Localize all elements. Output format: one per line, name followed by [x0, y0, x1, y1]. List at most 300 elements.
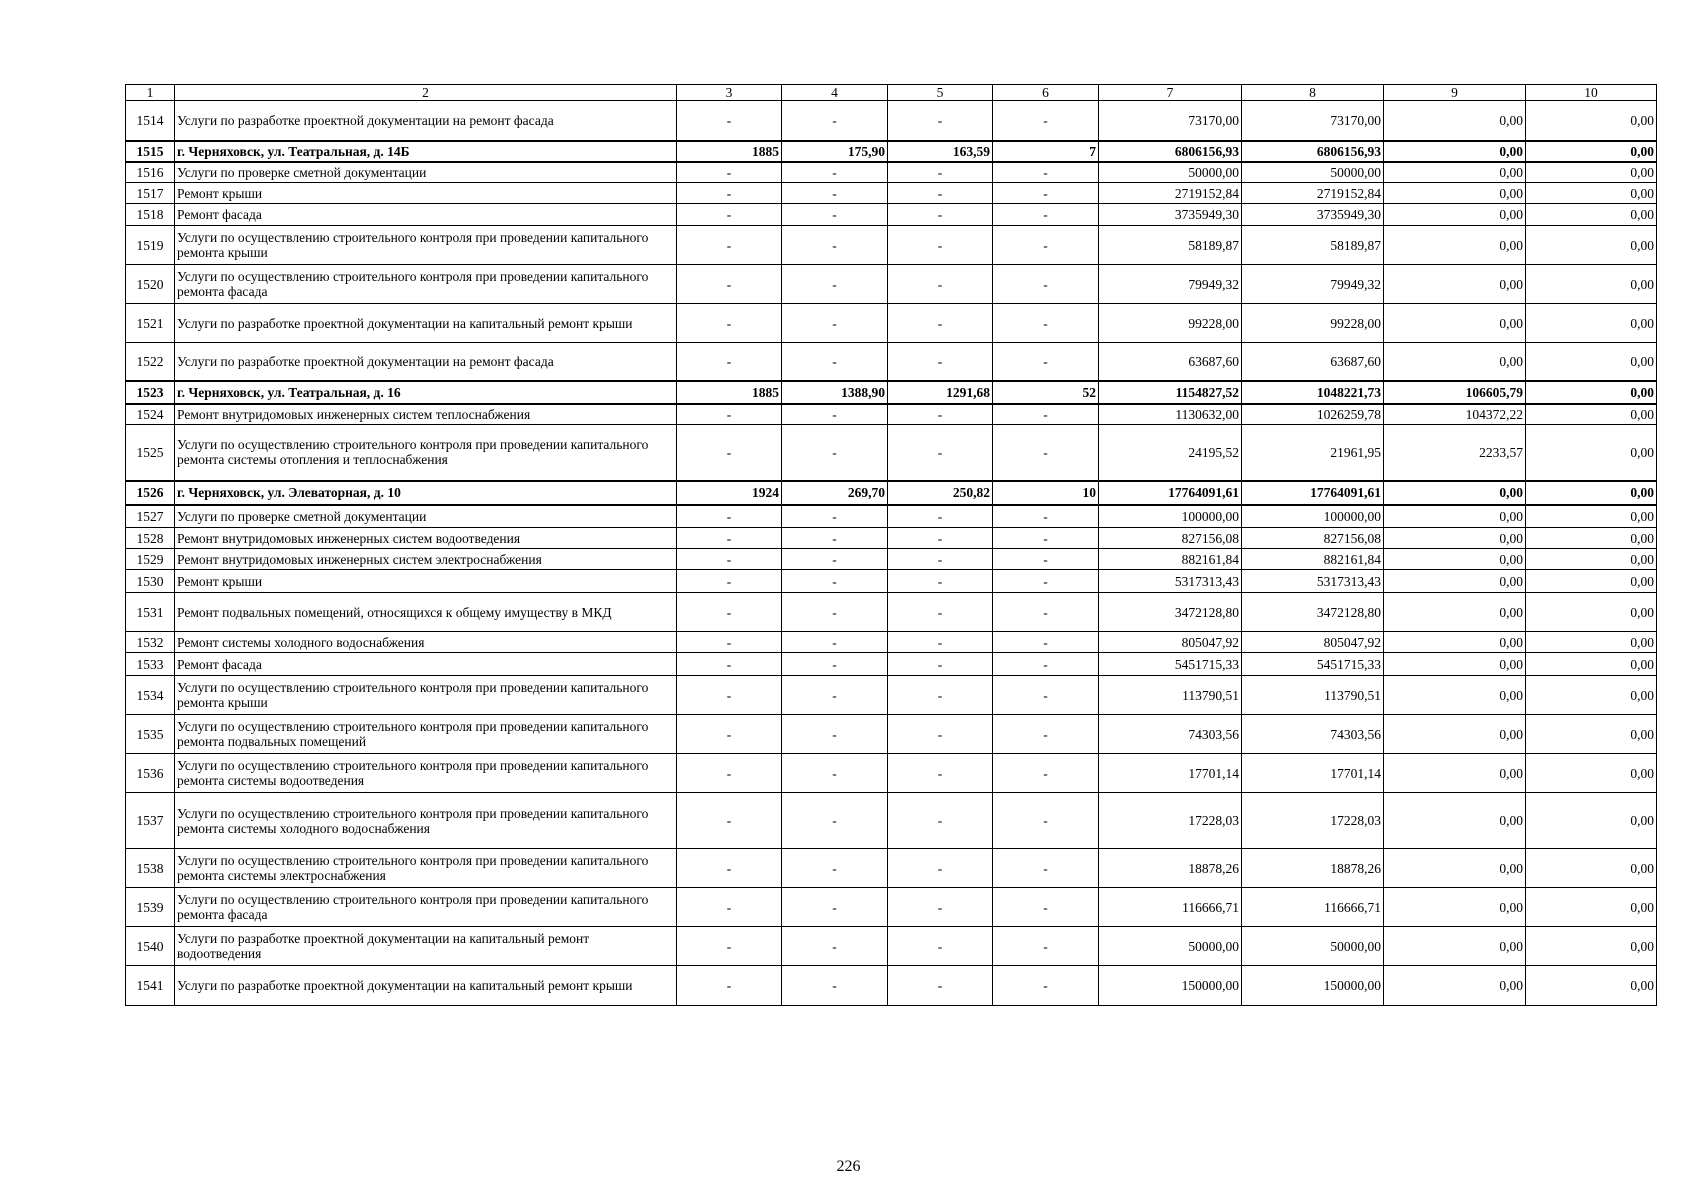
row-col-7: 5317313,43 [1099, 570, 1242, 593]
row-col-3: - [677, 528, 782, 549]
row-number: 1525 [126, 425, 175, 481]
row-col-10: 0,00 [1526, 888, 1657, 927]
row-col-7: 18878,26 [1099, 849, 1242, 888]
row-col-10: 0,00 [1526, 593, 1657, 632]
row-col-3: - [677, 101, 782, 141]
row-col-8: 17764091,61 [1242, 481, 1384, 505]
row-number: 1531 [126, 593, 175, 632]
row-name: Услуги по проверке сметной документации [175, 505, 677, 528]
column-header-10: 10 [1526, 85, 1657, 101]
row-col-8: 116666,71 [1242, 888, 1384, 927]
row-col-8: 3472128,80 [1242, 593, 1384, 632]
row-number: 1533 [126, 653, 175, 676]
row-col-4: - [782, 505, 888, 528]
row-col-9: 0,00 [1384, 162, 1526, 183]
row-col-10: 0,00 [1526, 265, 1657, 304]
row-col-8: 1026259,78 [1242, 404, 1384, 425]
table-row [126, 593, 1657, 632]
row-number: 1530 [126, 570, 175, 593]
row-number: 1520 [126, 265, 175, 304]
column-header-7: 7 [1099, 85, 1242, 101]
row-col-5: - [888, 404, 993, 425]
row-col-3: - [677, 265, 782, 304]
row-name: Услуги по осуществлению строительного контроля при проведении капитального ремонта фасада [175, 888, 677, 927]
table-row [126, 632, 1657, 653]
table-row [126, 888, 1657, 927]
row-col-6: - [993, 966, 1099, 1006]
row-col-4: - [782, 343, 888, 381]
column-header-4: 4 [782, 85, 888, 101]
row-col-6: - [993, 676, 1099, 715]
row-col-8: 21961,95 [1242, 425, 1384, 481]
row-col-3: - [677, 849, 782, 888]
row-name: Ремонт внутридомовых инженерных систем водоотведения [175, 528, 677, 549]
row-col-5: - [888, 593, 993, 632]
row-number: 1522 [126, 343, 175, 381]
table-row [126, 570, 1657, 593]
row-number: 1519 [126, 226, 175, 265]
row-col-7: 17764091,61 [1099, 481, 1242, 505]
row-col-10: 0,00 [1526, 505, 1657, 528]
table-row [126, 505, 1657, 528]
row-col-10: 0,00 [1526, 570, 1657, 593]
row-col-8: 50000,00 [1242, 162, 1384, 183]
row-col-10: 0,00 [1526, 754, 1657, 793]
row-col-8: 805047,92 [1242, 632, 1384, 653]
row-name: Услуги по разработке проектной документации на капитальный ремонт водоотведения [175, 927, 677, 966]
row-col-4: - [782, 528, 888, 549]
row-col-9: 0,00 [1384, 141, 1526, 162]
row-col-10: 0,00 [1526, 715, 1657, 754]
row-col-7: 58189,87 [1099, 226, 1242, 265]
row-col-5: - [888, 101, 993, 141]
row-col-10: 0,00 [1526, 226, 1657, 265]
row-col-10: 0,00 [1526, 549, 1657, 570]
row-name: г. Черняховск, ул. Элеваторная, д. 10 [175, 481, 677, 505]
row-col-6: 7 [993, 141, 1099, 162]
row-name: Услуги по осуществлению строительного контроля при проведении капитального ремонта системы электроснабжения [175, 849, 677, 888]
row-col-3: - [677, 570, 782, 593]
row-col-4: - [782, 849, 888, 888]
row-name: Услуги по осуществлению строительного контроля при проведении капитального ремонта фасада [175, 265, 677, 304]
row-col-10: 0,00 [1526, 183, 1657, 204]
row-col-5: 163,59 [888, 141, 993, 162]
row-col-9: 0,00 [1384, 481, 1526, 505]
row-col-9: 0,00 [1384, 505, 1526, 528]
row-col-9: 0,00 [1384, 849, 1526, 888]
row-col-8: 113790,51 [1242, 676, 1384, 715]
row-col-5: - [888, 204, 993, 226]
row-col-4: - [782, 754, 888, 793]
row-col-8: 100000,00 [1242, 505, 1384, 528]
row-col-8: 17701,14 [1242, 754, 1384, 793]
row-col-6: - [993, 927, 1099, 966]
row-col-10: 0,00 [1526, 632, 1657, 653]
row-name: Услуги по разработке проектной документации на капитальный ремонт крыши [175, 304, 677, 343]
address-row [126, 381, 1657, 404]
row-name: Услуги по осуществлению строительного контроля при проведении капитального ремонта подвальных помещений [175, 715, 677, 754]
row-col-7: 5451715,33 [1099, 653, 1242, 676]
row-col-8: 3735949,30 [1242, 204, 1384, 226]
table-row [126, 927, 1657, 966]
row-col-3: - [677, 754, 782, 793]
budget-table [125, 84, 1657, 1006]
address-row [126, 141, 1657, 162]
row-col-6: - [993, 404, 1099, 425]
row-col-6: - [993, 265, 1099, 304]
row-col-4: - [782, 183, 888, 204]
row-col-5: 1291,68 [888, 381, 993, 404]
row-col-4: - [782, 101, 888, 141]
row-col-3: - [677, 653, 782, 676]
row-col-8: 1048221,73 [1242, 381, 1384, 404]
row-col-8: 827156,08 [1242, 528, 1384, 549]
column-header-9: 9 [1384, 85, 1526, 101]
row-col-10: 0,00 [1526, 141, 1657, 162]
row-col-3: - [677, 793, 782, 849]
row-col-7: 100000,00 [1099, 505, 1242, 528]
row-col-4: - [782, 593, 888, 632]
row-col-6: - [993, 528, 1099, 549]
row-col-4: - [782, 304, 888, 343]
table-row [126, 793, 1657, 849]
row-col-8: 6806156,93 [1242, 141, 1384, 162]
row-col-6: - [993, 632, 1099, 653]
row-col-6: - [993, 715, 1099, 754]
row-col-4: 269,70 [782, 481, 888, 505]
row-col-9: 0,00 [1384, 265, 1526, 304]
row-col-7: 113790,51 [1099, 676, 1242, 715]
row-col-9: 106605,79 [1384, 381, 1526, 404]
row-col-9: 0,00 [1384, 715, 1526, 754]
row-col-8: 50000,00 [1242, 927, 1384, 966]
row-col-8: 2719152,84 [1242, 183, 1384, 204]
row-number: 1538 [126, 849, 175, 888]
row-col-4: - [782, 888, 888, 927]
table-row [126, 101, 1657, 141]
row-col-7: 74303,56 [1099, 715, 1242, 754]
row-col-8: 99228,00 [1242, 304, 1384, 343]
table-row [126, 226, 1657, 265]
row-col-5: - [888, 966, 993, 1006]
row-col-7: 24195,52 [1099, 425, 1242, 481]
row-number: 1541 [126, 966, 175, 1006]
row-col-5: - [888, 183, 993, 204]
table-row [126, 653, 1657, 676]
table-row [126, 404, 1657, 425]
column-header-8: 8 [1242, 85, 1384, 101]
row-col-5: - [888, 715, 993, 754]
row-col-5: 250,82 [888, 481, 993, 505]
row-col-6: - [993, 849, 1099, 888]
table-row [126, 304, 1657, 343]
row-number: 1537 [126, 793, 175, 849]
row-col-10: 0,00 [1526, 404, 1657, 425]
row-col-10: 0,00 [1526, 793, 1657, 849]
page-number: 226 [836, 1158, 861, 1175]
row-col-7: 2719152,84 [1099, 183, 1242, 204]
row-col-6: - [993, 183, 1099, 204]
row-col-4: - [782, 265, 888, 304]
row-col-7: 882161,84 [1099, 549, 1242, 570]
row-col-10: 0,00 [1526, 304, 1657, 343]
row-name: Ремонт внутридомовых инженерных систем теплоснабжения [175, 404, 677, 425]
row-col-6: - [993, 204, 1099, 226]
table-row [126, 204, 1657, 226]
row-col-5: - [888, 653, 993, 676]
row-col-8: 73170,00 [1242, 101, 1384, 141]
row-col-8: 5451715,33 [1242, 653, 1384, 676]
row-col-5: - [888, 676, 993, 715]
row-col-4: 175,90 [782, 141, 888, 162]
row-col-6: - [993, 593, 1099, 632]
row-col-7: 99228,00 [1099, 304, 1242, 343]
column-header-5: 5 [888, 85, 993, 101]
table-row [126, 528, 1657, 549]
table-row [126, 676, 1657, 715]
row-col-3: 1924 [677, 481, 782, 505]
row-col-8: 18878,26 [1242, 849, 1384, 888]
row-name: Услуги по разработке проектной документации на ремонт фасада [175, 343, 677, 381]
row-col-8: 74303,56 [1242, 715, 1384, 754]
row-col-9: 0,00 [1384, 304, 1526, 343]
row-col-6: - [993, 549, 1099, 570]
row-col-7: 17701,14 [1099, 754, 1242, 793]
row-col-6: 10 [993, 481, 1099, 505]
row-col-9: 0,00 [1384, 793, 1526, 849]
row-col-4: - [782, 715, 888, 754]
row-col-10: 0,00 [1526, 481, 1657, 505]
row-col-9: 0,00 [1384, 528, 1526, 549]
row-col-5: - [888, 505, 993, 528]
row-col-7: 63687,60 [1099, 343, 1242, 381]
row-col-3: - [677, 715, 782, 754]
row-col-10: 0,00 [1526, 425, 1657, 481]
row-name: Ремонт крыши [175, 183, 677, 204]
row-col-4: - [782, 425, 888, 481]
row-number: 1532 [126, 632, 175, 653]
row-col-6: - [993, 793, 1099, 849]
row-col-6: - [993, 754, 1099, 793]
row-col-6: - [993, 101, 1099, 141]
row-col-10: 0,00 [1526, 927, 1657, 966]
row-col-9: 0,00 [1384, 593, 1526, 632]
row-name: Услуги по проверке сметной документации [175, 162, 677, 183]
row-col-7: 79949,32 [1099, 265, 1242, 304]
row-col-10: 0,00 [1526, 528, 1657, 549]
row-col-9: 0,00 [1384, 653, 1526, 676]
row-col-7: 3472128,80 [1099, 593, 1242, 632]
row-col-7: 1154827,52 [1099, 381, 1242, 404]
row-col-3: - [677, 226, 782, 265]
row-name: Услуги по осуществлению строительного контроля при проведении капитального ремонта системы холодного водоснабжения [175, 793, 677, 849]
column-header-6: 6 [993, 85, 1099, 101]
row-number: 1517 [126, 183, 175, 204]
row-col-3: - [677, 888, 782, 927]
row-number: 1523 [126, 381, 175, 404]
row-name: Ремонт подвальных помещений, относящихся к общему имуществу в МКД [175, 593, 677, 632]
row-col-4: - [782, 204, 888, 226]
row-col-5: - [888, 888, 993, 927]
row-col-9: 0,00 [1384, 204, 1526, 226]
row-col-4: - [782, 653, 888, 676]
row-col-9: 0,00 [1384, 570, 1526, 593]
row-col-9: 0,00 [1384, 549, 1526, 570]
row-col-7: 827156,08 [1099, 528, 1242, 549]
column-header-2: 2 [175, 85, 677, 101]
row-col-4: - [782, 549, 888, 570]
row-col-10: 0,00 [1526, 162, 1657, 183]
row-col-9: 0,00 [1384, 754, 1526, 793]
address-row [126, 481, 1657, 505]
row-col-6: - [993, 162, 1099, 183]
row-col-9: 0,00 [1384, 343, 1526, 381]
row-col-10: 0,00 [1526, 204, 1657, 226]
row-col-9: 104372,22 [1384, 404, 1526, 425]
column-header-1: 1 [126, 85, 175, 101]
row-name: г. Черняховск, ул. Театральная, д. 16 [175, 381, 677, 404]
row-col-3: 1885 [677, 381, 782, 404]
row-col-5: - [888, 304, 993, 343]
row-name: Услуги по разработке проектной документации на ремонт фасада [175, 101, 677, 141]
row-col-8: 17228,03 [1242, 793, 1384, 849]
column-number-header-row [126, 85, 1657, 101]
table-row [126, 265, 1657, 304]
row-col-5: - [888, 793, 993, 849]
row-col-6: - [993, 888, 1099, 927]
row-number: 1539 [126, 888, 175, 927]
row-number: 1527 [126, 505, 175, 528]
row-name: Услуги по осуществлению строительного контроля при проведении капитального ремонта системы отопления и теплоснабжения [175, 425, 677, 481]
row-col-5: - [888, 754, 993, 793]
row-col-9: 0,00 [1384, 632, 1526, 653]
row-col-4: - [782, 570, 888, 593]
row-col-4: - [782, 226, 888, 265]
row-col-9: 2233,57 [1384, 425, 1526, 481]
row-col-5: - [888, 265, 993, 304]
table-row [126, 183, 1657, 204]
row-col-5: - [888, 425, 993, 481]
table-row [126, 715, 1657, 754]
row-col-6: - [993, 226, 1099, 265]
row-col-3: - [677, 343, 782, 381]
row-number: 1534 [126, 676, 175, 715]
row-col-3: - [677, 927, 782, 966]
row-col-4: - [782, 162, 888, 183]
row-name: Услуги по осуществлению строительного контроля при проведении капитального ремонта крыши [175, 676, 677, 715]
row-col-6: 52 [993, 381, 1099, 404]
row-col-10: 0,00 [1526, 653, 1657, 676]
row-number: 1526 [126, 481, 175, 505]
row-col-6: - [993, 343, 1099, 381]
table-row [126, 849, 1657, 888]
row-col-4: - [782, 966, 888, 1006]
table-row [126, 343, 1657, 381]
row-name: г. Черняховск, ул. Театральная, д. 14Б [175, 141, 677, 162]
row-col-3: - [677, 404, 782, 425]
row-col-10: 0,00 [1526, 849, 1657, 888]
row-name: Ремонт внутридомовых инженерных систем электроснабжения [175, 549, 677, 570]
column-header-3: 3 [677, 85, 782, 101]
row-col-4: - [782, 676, 888, 715]
row-col-6: - [993, 505, 1099, 528]
row-col-6: - [993, 653, 1099, 676]
row-name: Услуги по разработке проектной документации на капитальный ремонт крыши [175, 966, 677, 1006]
row-col-8: 79949,32 [1242, 265, 1384, 304]
row-name: Услуги по осуществлению строительного контроля при проведении капитального ремонта системы водоотведения [175, 754, 677, 793]
row-col-5: - [888, 849, 993, 888]
row-col-3: - [677, 183, 782, 204]
row-number: 1536 [126, 754, 175, 793]
row-number: 1524 [126, 404, 175, 425]
row-name: Ремонт крыши [175, 570, 677, 593]
table-row [126, 966, 1657, 1006]
row-number: 1528 [126, 528, 175, 549]
row-col-10: 0,00 [1526, 676, 1657, 715]
row-col-5: - [888, 343, 993, 381]
row-col-5: - [888, 226, 993, 265]
table-row [126, 425, 1657, 481]
row-name: Услуги по осуществлению строительного контроля при проведении капитального ремонта крыши [175, 226, 677, 265]
row-col-9: 0,00 [1384, 183, 1526, 204]
row-col-6: - [993, 425, 1099, 481]
row-col-8: 5317313,43 [1242, 570, 1384, 593]
row-col-9: 0,00 [1384, 927, 1526, 966]
row-col-9: 0,00 [1384, 676, 1526, 715]
row-col-3: - [677, 966, 782, 1006]
row-col-9: 0,00 [1384, 888, 1526, 927]
row-col-4: - [782, 793, 888, 849]
row-col-3: - [677, 632, 782, 653]
row-col-4: - [782, 404, 888, 425]
row-col-7: 17228,03 [1099, 793, 1242, 849]
table-row [126, 549, 1657, 570]
row-col-3: - [677, 204, 782, 226]
row-name: Ремонт системы холодного водоснабжения [175, 632, 677, 653]
row-col-4: 1388,90 [782, 381, 888, 404]
row-col-5: - [888, 162, 993, 183]
row-col-9: 0,00 [1384, 226, 1526, 265]
row-col-9: 0,00 [1384, 101, 1526, 141]
row-col-8: 882161,84 [1242, 549, 1384, 570]
row-col-3: - [677, 425, 782, 481]
row-number: 1540 [126, 927, 175, 966]
row-col-4: - [782, 927, 888, 966]
row-col-8: 58189,87 [1242, 226, 1384, 265]
row-col-3: - [677, 549, 782, 570]
row-col-6: - [993, 304, 1099, 343]
table-row [126, 162, 1657, 183]
row-col-8: 150000,00 [1242, 966, 1384, 1006]
row-col-7: 805047,92 [1099, 632, 1242, 653]
row-col-3: - [677, 505, 782, 528]
row-number: 1515 [126, 141, 175, 162]
row-col-4: - [782, 632, 888, 653]
row-col-3: - [677, 676, 782, 715]
row-col-5: - [888, 927, 993, 966]
row-col-7: 50000,00 [1099, 162, 1242, 183]
row-col-5: - [888, 528, 993, 549]
row-number: 1518 [126, 204, 175, 226]
row-col-7: 3735949,30 [1099, 204, 1242, 226]
row-name: Ремонт фасада [175, 653, 677, 676]
row-col-10: 0,00 [1526, 966, 1657, 1006]
row-number: 1529 [126, 549, 175, 570]
row-number: 1521 [126, 304, 175, 343]
row-col-3: - [677, 162, 782, 183]
row-number: 1516 [126, 162, 175, 183]
row-col-10: 0,00 [1526, 381, 1657, 404]
